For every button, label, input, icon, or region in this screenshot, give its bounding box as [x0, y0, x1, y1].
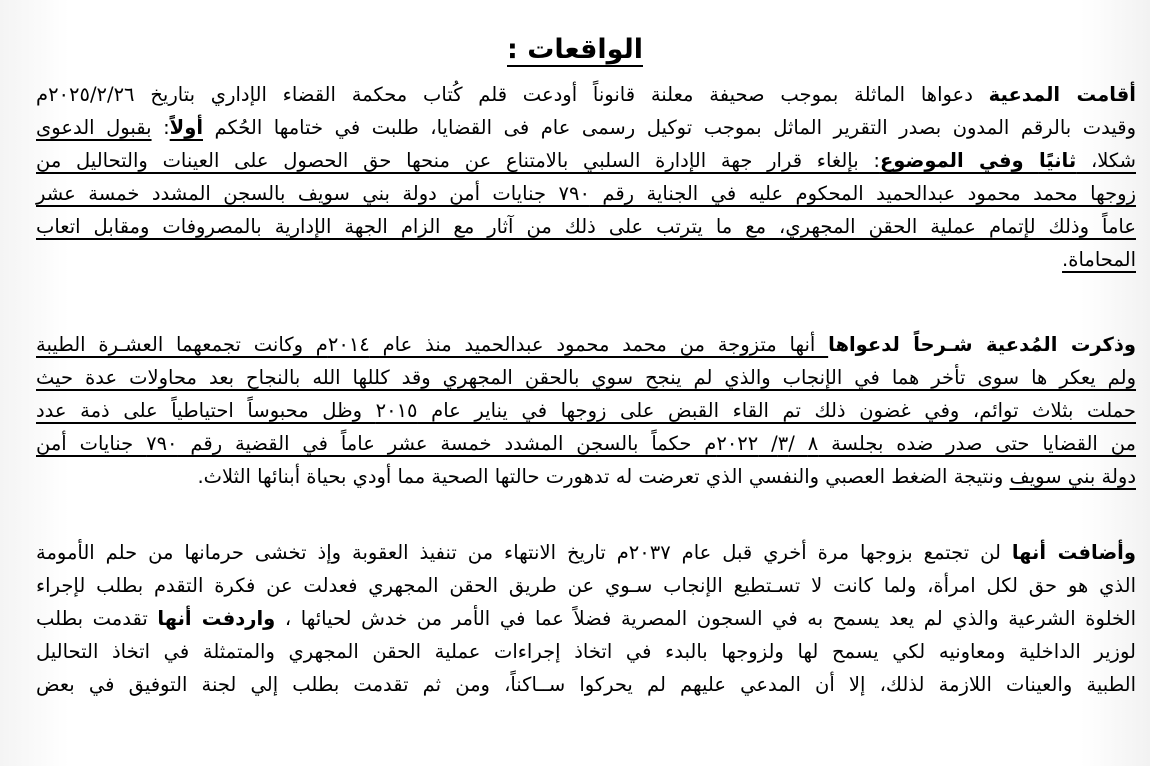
paragraph-2 — [36, 328, 1136, 493]
paragraph-1-line-2: وقيدت بالرقم المدون بصدر التقرير الماثل بموجب توكيل رسمى عام فى القضايا، طلبت في ختامها الحُكم أولاً: بقبول الدعوى — [36, 116, 1136, 139]
paragraph-3-line-1: وأضافت أنها لن تجتمع بزوجها مرة أخري قبل عام ٢٠٣٧م تاريخ الانتهاء من تنفيذ العقوبة وإذ تخشى حرمانها من حلم الأمومة — [36, 541, 1136, 564]
paragraph-3-line-3: الخلوة الشرعية والذي لم يعد يسمح به في السجون المصرية فضلاً عما في الأمر من خدش لحيائها ، واردفت أنها تقدمت بطلب — [36, 607, 1136, 630]
paragraph-1-line-5: عاماً وذلك لإتمام عملية الحقن المجهري، مع ما يترتب على ذلك من آثار مع الزام الجهة الإدارية بالمصروفات ومقابل اتعاب — [36, 215, 1136, 238]
paragraph-3-line-5: الطبية والعينات اللازمة لذلك، إلا أن المدعي عليهم لم يحركوا ســاكناً، ومن ثم تقدمت بطلب إلي لجنة التوفيق في بعض — [36, 673, 1136, 696]
paragraph-2-line-5: دولة بني سويف ونتيجة الضغط العصبي والنفسي الذي تعرضت له تدهورت حالتها الصحية مما أودي بحياة أبنائها الثلاث. — [197, 465, 1136, 488]
paragraph-1 — [36, 78, 1136, 276]
section-title: الواقعات : — [507, 34, 643, 65]
paragraph-1-line-6: المحاماة. — [1062, 248, 1136, 271]
paragraph-1-line-1: أقامت المدعية دعواها الماثلة بموجب صحيفة معلنة قانوناً أودعت قلم كُتاب محكمة القضاء الإداري بتاريخ ٢٠٢٥/٢/٢٦م — [36, 83, 1136, 106]
paragraph-2-line-2: ولم يعكر ها سوى تأخر هما في الإنجاب والذي لم ينجح سوي بالحقن المجهري وقد كللها الله بالنجاح بعد محاولات عدة حيث — [36, 366, 1136, 389]
paragraph-3-line-4: لوزير الداخلية ومعاونيه لكي يسمح لها ولزوجها بالبدء في اتخاذ إجراءات عملية الحقن المجهري والمتمثلة في اتخاذ التحاليل — [36, 640, 1136, 663]
paragraph-1-line-3: شكلا، ثانيًا وفي الموضوع: بإلغاء قرار جهة الإدارة السلبي بالامتناع عن منحها حق الحصول على العينات والتحاليل من — [36, 149, 1136, 172]
paragraph-2-line-1: وذكرت المُدعية شـرحاً لدعواها أنها متزوجة من محمد محمود عبدالحميد منذ عام ٢٠١٤م وكانت تجمعهما العشـرة الطيبة — [36, 333, 1137, 356]
paragraph-3 — [36, 536, 1136, 701]
paragraph-2-line-4: من القضايا حتى صدر ضده بجلسة ٨ /٣/ ٢٠٢٢م حكماً بالسجن المشدد خمسة عشر عاماً في القضية رقم ٧٩٠ جنايات أمن — [36, 432, 1136, 455]
paragraph-3-line-2: الذي هو حق لكل امرأة، ولما كانت لا تسـتطيع الإنجاب سـوي عن طريق الحقن المجهري فعدلت عن فكرة التقدم بطلب لإجراء — [36, 574, 1136, 597]
paragraph-1-line-4: زوجها محمد محمود عبدالحميد المحكوم عليه في الجناية رقم ٧٩٠ جنايات أمن دولة بني سويف بالسجن المشدد خمسة عشر — [36, 182, 1136, 205]
paragraph-2-line-3: حملت بثلاث توائم، وفي غضون ذلك تم القاء القبض على زوجها في يناير عام ٢٠١٥ وظل محبوساً احتياطياً على ذمة عدد — [36, 399, 1136, 422]
